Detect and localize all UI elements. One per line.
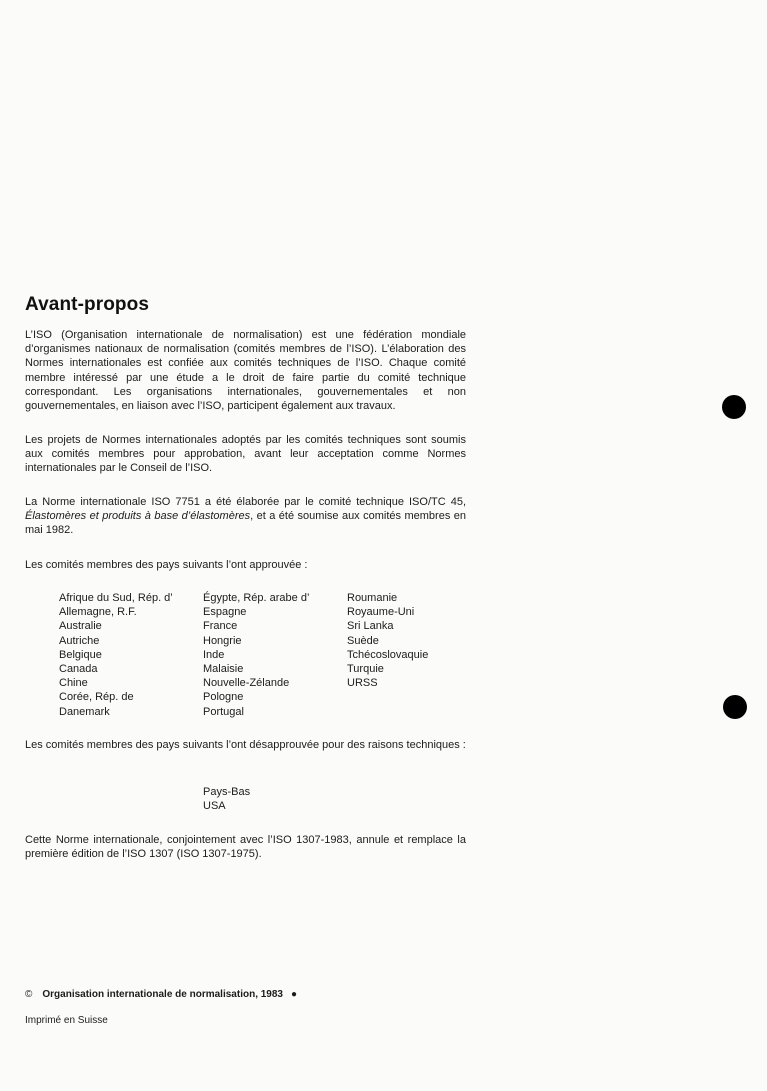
printed-in: Imprimé en Suisse (25, 1015, 108, 1026)
punch-hole-icon (722, 395, 746, 419)
country-item: Turquie (347, 663, 384, 676)
country-item: Portugal (203, 705, 244, 718)
country-item: USA (203, 800, 226, 813)
country-item: Chine (59, 677, 88, 690)
committee-title: Élastomères et produits à base d’élastomères (25, 510, 251, 523)
paragraph-disapproved-intro: Les comités membres des pays suivants l’ont désapprouvée pour des raisons techniques : (25, 739, 466, 751)
country-item: Inde (203, 648, 225, 661)
country-item: Autriche (59, 634, 100, 647)
origin-text-after: , et a été soumise aux comités membres en mai 1982. (25, 510, 467, 537)
country-item: Pays-Bas (203, 786, 251, 798)
country-item: Danemark (59, 705, 110, 718)
punch-hole-icon (723, 695, 747, 719)
country-item: France (203, 620, 238, 633)
paragraph-approved-intro: Les comités membres des pays suivants l’ont approuvée : (25, 559, 308, 571)
country-item: Nouvelle-Zélande (203, 677, 290, 690)
approving-countries-column-1 (59, 591, 173, 719)
copyright-organisation: Organisation internationale de normalisation, 1983 (42, 989, 283, 1000)
country-item: Royaume-Uni (347, 606, 415, 619)
paragraph-iso-intro: L’ISO (Organisation internationale de normalisation) est une fédération mondiale d’organismes nationaux de normalisation (comités membres de l’ISO). L’élaboration des Normes internationales est confiée aux comités techniques de l’ISO. Chaque comité membre intéressé par une étude a le droit de faire partie du comité technique correspondant. Les organisations internationales, gouvernementales et non gouvernementales, en liaison avec l’ISO, participent également aux travaux. (25, 329, 466, 413)
country-item: Tchécoslovaquie (347, 648, 429, 661)
approving-countries-column-2 (203, 591, 309, 719)
country-item: Belgique (59, 648, 102, 661)
paragraph-standard-origin (25, 495, 466, 538)
country-item: Australie (59, 620, 102, 633)
country-item: Corée, Rép. de (59, 691, 134, 704)
country-item: Égypte, Rép. arabe d’ (203, 592, 310, 604)
copyright-line (25, 989, 297, 1000)
country-item: Suède (347, 634, 379, 647)
bullet-icon: ● (291, 989, 298, 1000)
country-item: Canada (59, 663, 98, 676)
country-item: Pologne (203, 691, 244, 704)
country-item: Roumanie (347, 592, 398, 604)
country-item: Malaisie (203, 663, 244, 676)
paragraph-approval-process: Les projets de Normes internationales adoptés par les comités techniques sont soumis aux comités membres pour approbation, avant leur acceptation comme Normes internationales par le Conseil de l’ISO. (25, 434, 466, 475)
page-title: Avant-propos (25, 294, 149, 315)
copyright-symbol: © (25, 989, 33, 1000)
approving-countries-column-3 (347, 591, 428, 690)
paragraph-replacement-note: Cette Norme internationale, conjointement avec l’ISO 1307-1983, annule et remplace la première édition de l’ISO 1307 (ISO 1307-1975). (25, 834, 466, 861)
country-item: Espagne (203, 606, 247, 619)
country-item: Afrique du Sud, Rép. d’ (59, 592, 173, 604)
country-item: Allemagne, R.F. (59, 606, 137, 619)
disapproving-countries-list (203, 785, 250, 813)
origin-text-before: La Norme internationale ISO 7751 a été élaborée par le comité technique ISO/TC 45, (25, 496, 466, 508)
country-item: Sri Lanka (347, 620, 394, 633)
country-item: Hongrie (203, 634, 242, 647)
country-item: URSS (347, 677, 378, 690)
